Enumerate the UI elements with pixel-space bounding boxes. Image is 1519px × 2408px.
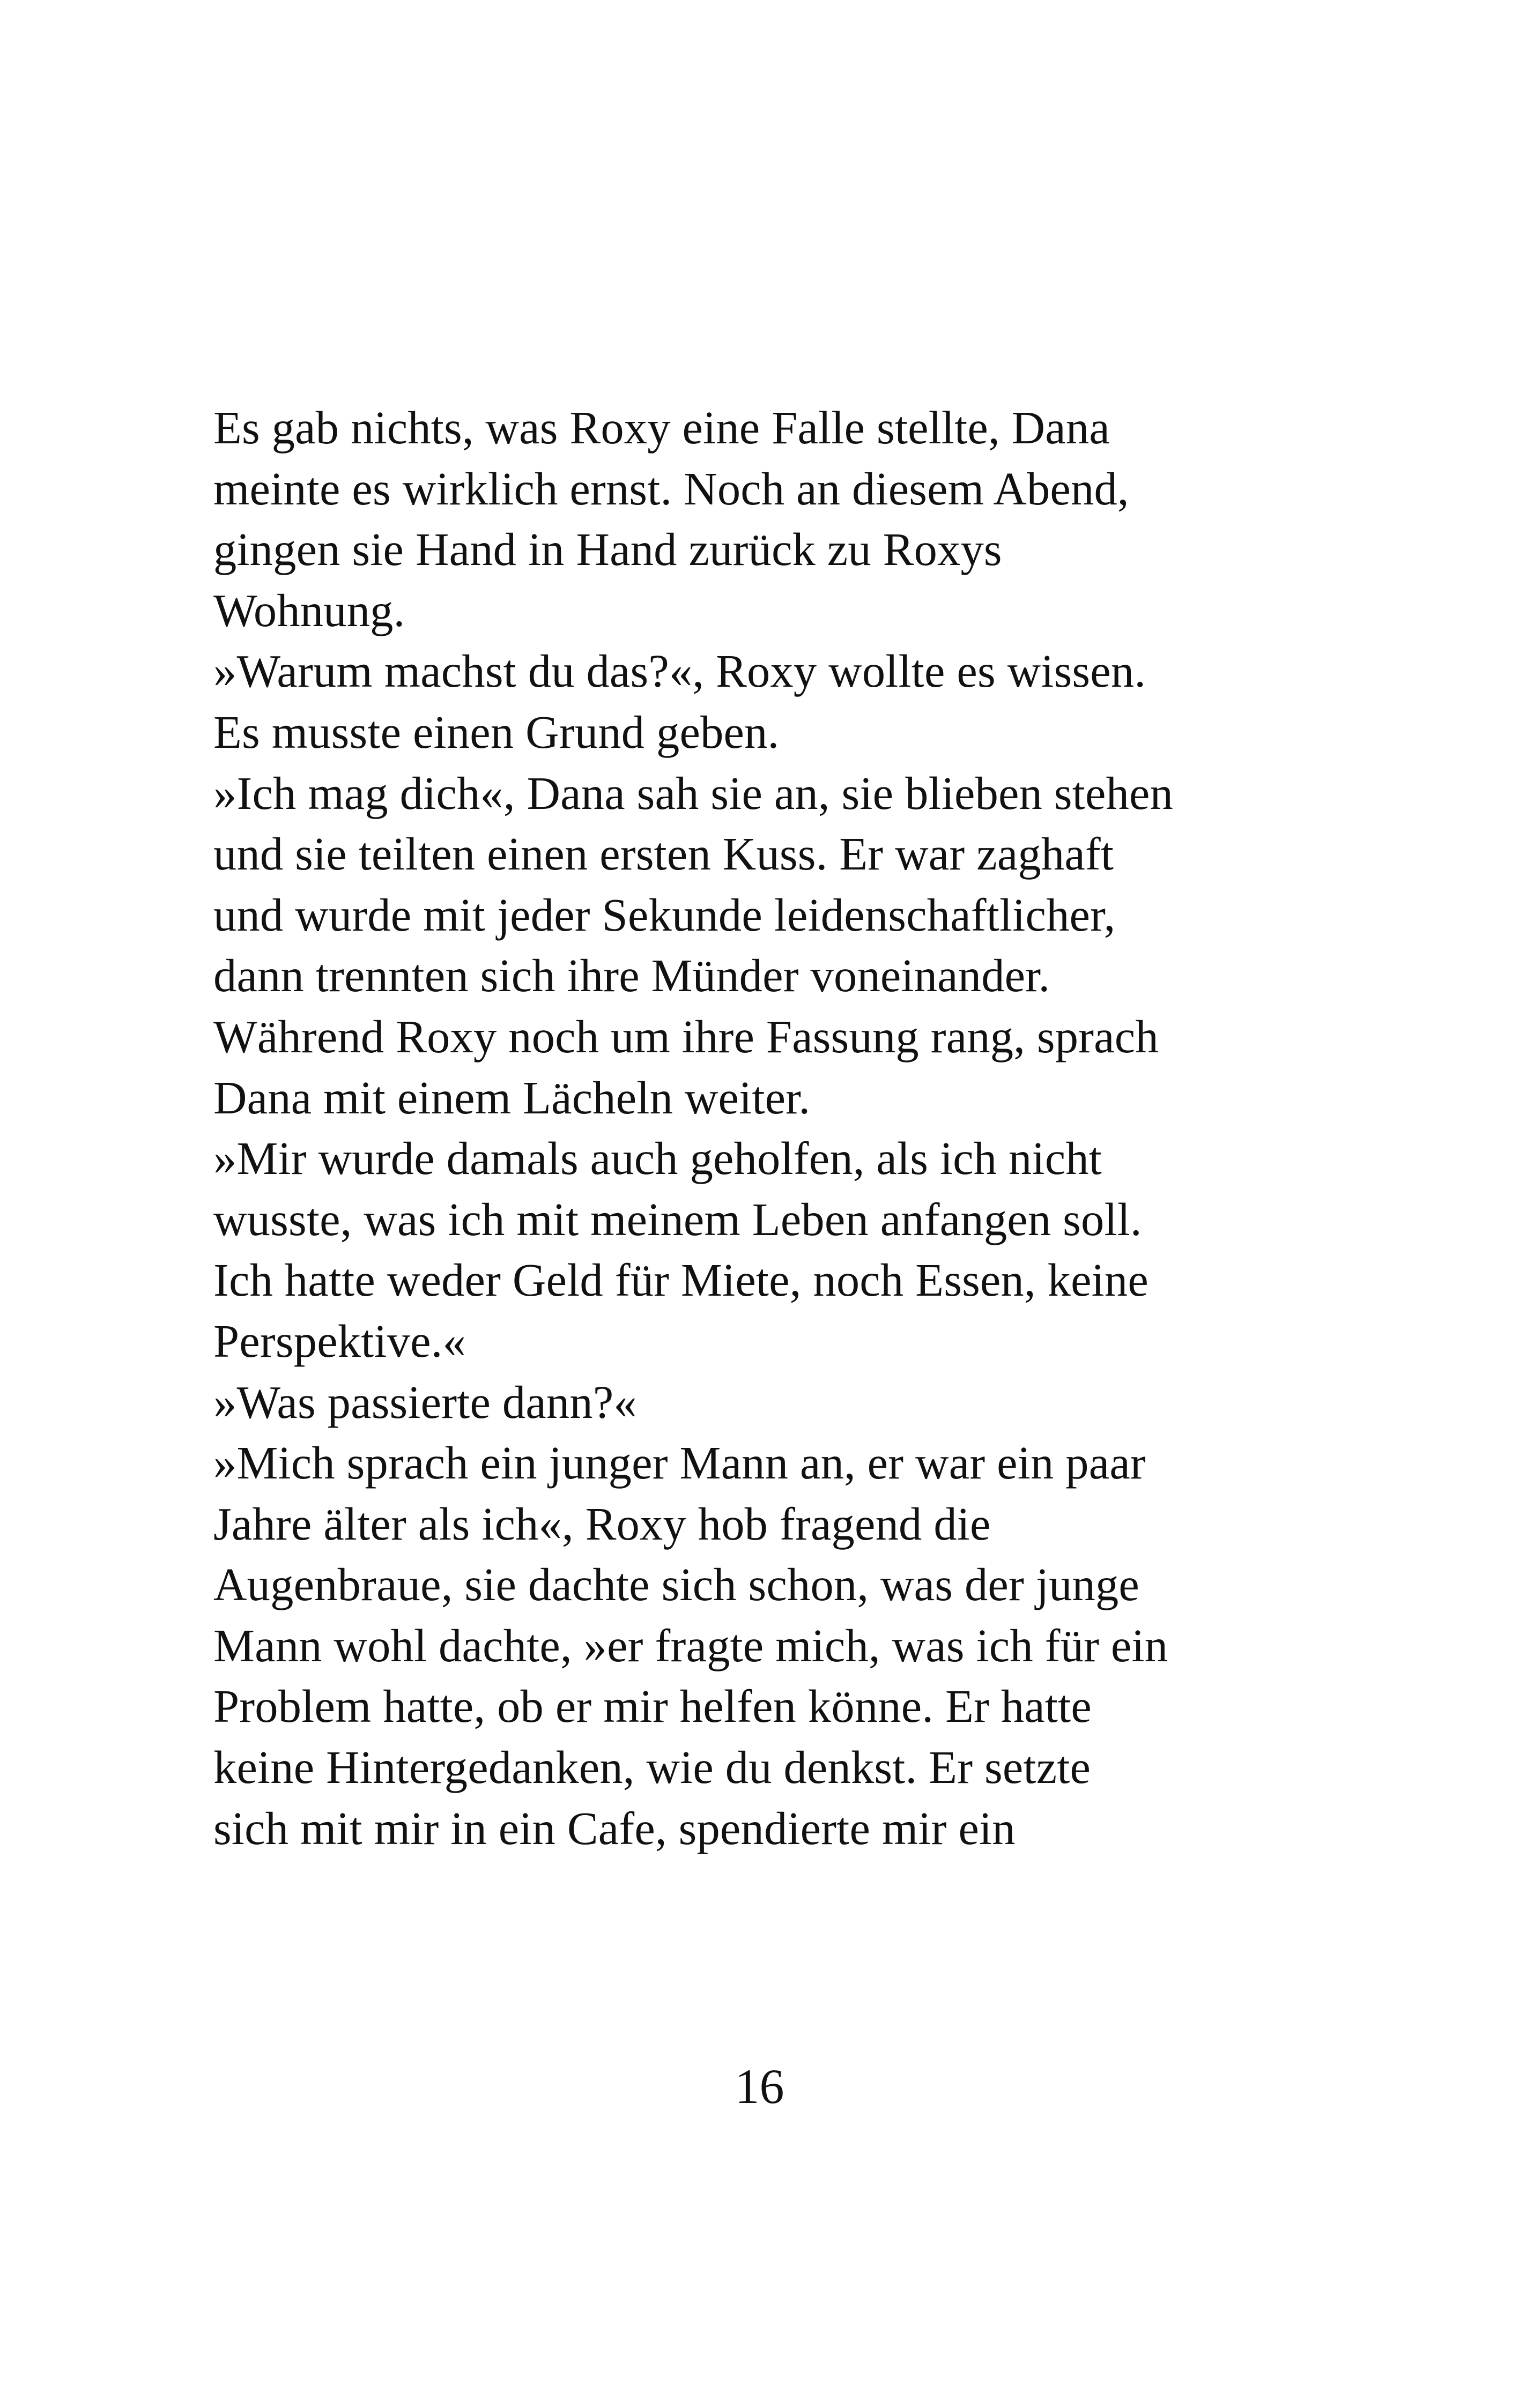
text-line: Es musste einen Grund geben.: [213, 706, 780, 758]
page-number: 16: [735, 2059, 784, 2114]
text-line: »Mich sprach ein junger Mann an, er war ein paar: [213, 1437, 1146, 1489]
text-line: und wurde mit jeder Sekunde leidenschaftlicher,: [213, 889, 1116, 941]
text-line: »Mir wurde damals auch geholfen, als ich nicht: [213, 1133, 1102, 1185]
text-line: Problem hatte, ob er mir helfen könne. Er hatte: [213, 1681, 1092, 1733]
text-line: Dana mit einem Lächeln weiter.: [213, 1072, 811, 1124]
text-line: »Was passierte dann?«: [213, 1376, 637, 1428]
text-line: Ich hatte weder Geld für Miete, noch Essen, keine: [213, 1254, 1148, 1306]
text-line: dann trennten sich ihre Münder voneinander.: [213, 950, 1050, 1002]
page-body-text: [213, 398, 1350, 1859]
text-line: Jahre älter als ich«, Roxy hob fragend die: [213, 1498, 991, 1550]
text-line: wusste, was ich mit meinem Leben anfangen soll.: [213, 1193, 1142, 1245]
text-line: Es gab nichts, was Roxy eine Falle stellte, Dana: [213, 402, 1110, 454]
text-line: und sie teilten einen ersten Kuss. Er war zaghaft: [213, 828, 1114, 880]
text-line: Perspektive.«: [213, 1315, 466, 1367]
text-line: gingen sie Hand in Hand zurück zu Roxys: [213, 524, 1002, 576]
text-line: »Warum machst du das?«, Roxy wollte es wissen.: [213, 645, 1146, 697]
text-line: Mann wohl dachte, »er fragte mich, was ich für ein: [213, 1619, 1168, 1671]
text-line: Wohnung.: [213, 584, 405, 636]
text-line: Augenbraue, sie dachte sich schon, was der junge: [213, 1559, 1140, 1611]
text-line: sich mit mir in ein Cafe, spendierte mir ein: [213, 1802, 1016, 1854]
text-line: »Ich mag dich«, Dana sah sie an, sie blieben stehen: [213, 767, 1174, 819]
text-line: keine Hintergedanken, wie du denkst. Er setzte: [213, 1742, 1091, 1794]
text-line: meinte es wirklich ernst. Noch an diesem Abend,: [213, 463, 1129, 515]
text-line: Während Roxy noch um ihre Fassung rang, sprach: [213, 1010, 1159, 1062]
